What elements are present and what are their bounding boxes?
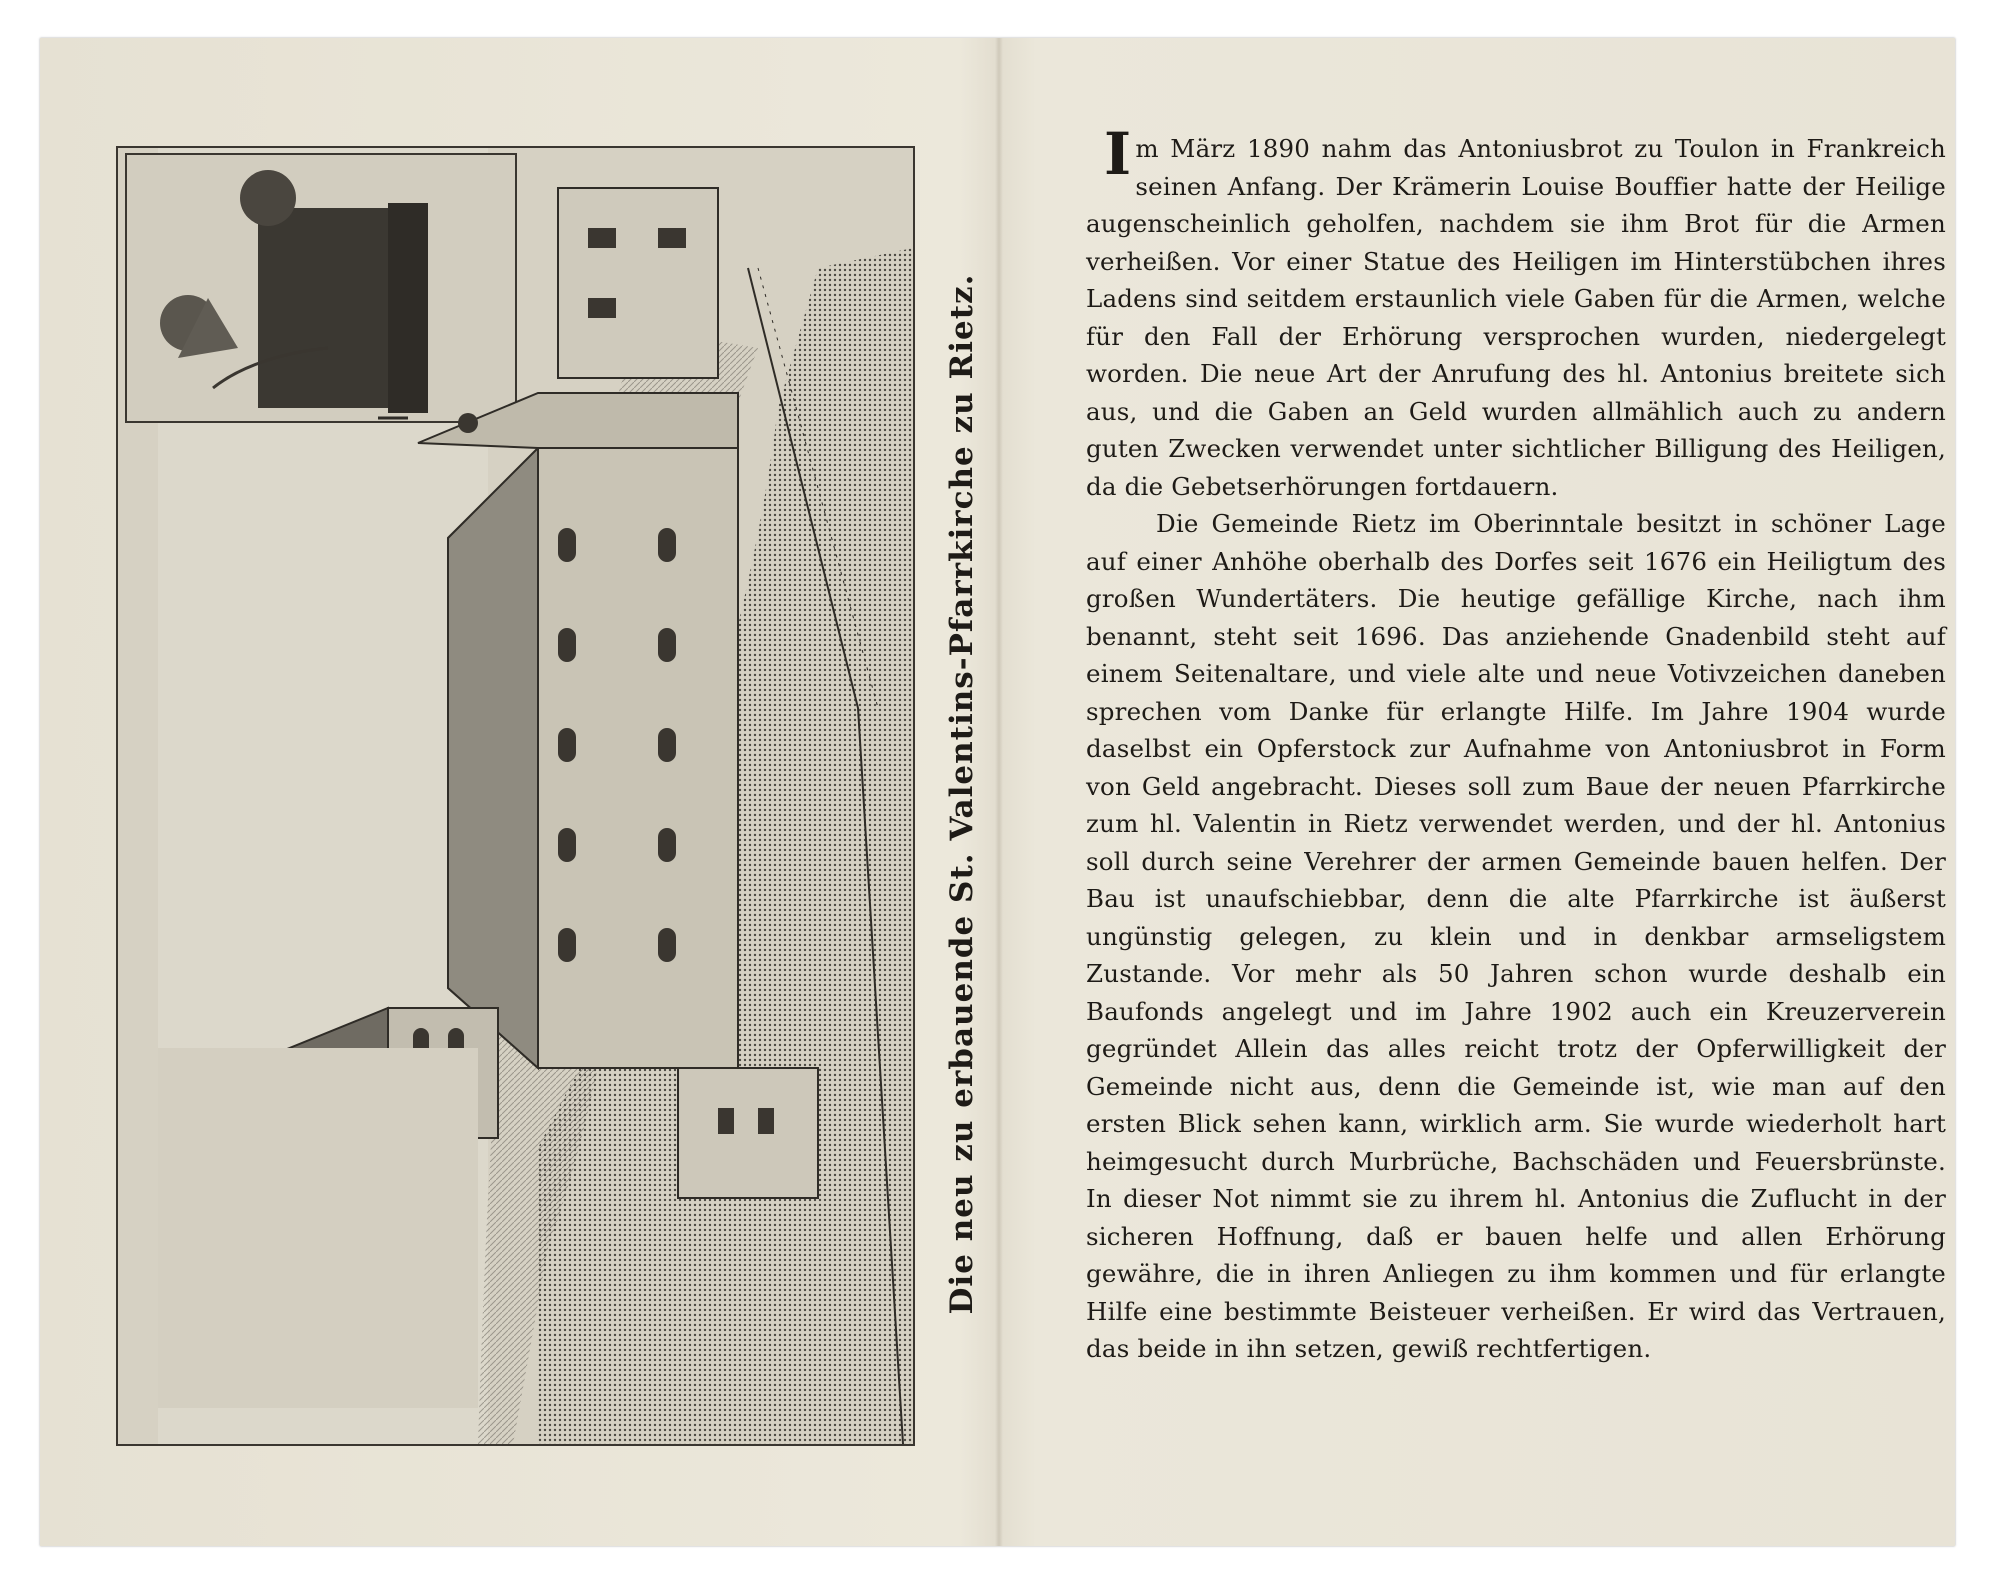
- church-engraving: [116, 146, 915, 1446]
- article-text: [1086, 120, 1946, 1368]
- caption-container: [942, 146, 982, 1442]
- saint-inset: [126, 154, 516, 422]
- drop-cap: I: [1104, 120, 1132, 188]
- church-illustration: [118, 148, 913, 1444]
- center-fold: [995, 38, 1003, 1546]
- paragraph-rietz: Die Gemeinde Rietz im Oberinntale besitzt in schöner Lage auf einer Anhöhe oberhalb des Dorfes seit 1676 ein Heiligtum des großen Wundertäters. Die heutige gefällige Kirche, nach ihm benannt, steht seit 1696. Das anziehende Gnadenbild steht auf einem Seitenaltare, und viele alte und neue Votivzeichen daneben sprechen vom Danke für erlangte Hilfe. Im Jahre 1904 wurde daselbst ein Opferstock zur Aufnahme von Antoniusbrot in Form von Geld angebracht. Dieses soll zum Baue der neuen Pfarrkirche zum hl. Valentin in Rietz verwendet werden, und der hl. Antonius soll durch seine Verehrer der armen Gemeinde bauen helfen. Der Bau ist unaufschiebbar, denn die alte Pfarrkirche ist äußerst ungünstig gelegen, zu klein und in denkbar armseligstem Zustande. Vor mehr als 50 Jahren schon wurde deshalb ein Baufonds angelegt und im Jahre 1902 auch ein Kreuzerverein gegründet Allein das alles reicht trotz der Opferwilligkeit der Gemeinde nicht aus, denn die Gemeinde ist, wie man auf den ersten Blick sehen kann, wirklich arm. Sie wurde wiederholt hart heimgesucht durch Murbrüche, Bachschäden und Feuersbrünste. In dieser Not nimmt sie zu ihrem hl. Antonius die Zuflucht in der sicheren Hoffnung, daß er bauen helfe und allen Erhörung gewähre, die in ihren Anliegen zu ihm kommen und für erlangte Hilfe eine bestimmte Beisteuer verheißen. Er wird das Vertrauen, das beide in ihn setzen, gewiß rechtfertigen.: [1086, 509, 1946, 1363]
- folded-leaflet: [40, 38, 1955, 1546]
- paragraph-1-text: m März 1890 nahm das Antoniusbrot zu Toulon in Frankreich seinen Anfang. Der Krämerin Louise Bouffier hatte der Heilige augenscheinlich geholfen, nachdem sie ihm Brot für die Armen verheißen. Vor einer Statue des Heiligen im Hinterstübchen ihres Ladens sind seitdem erstaunlich viele Gaben für die Armen, welche für den Fall der Erhörung versprochen wurden, niedergelegt worden. Die neue Art der Anrufung des hl. Antonius breitete sich aus, und die Gaben an Geld wurden allmählich auch zu andern guten Zwecken verwendet unter sichtlicher Billigung des Heiligen, da die Gebetserhörungen fortdauern.: [1086, 134, 1946, 501]
- picture-caption: Die neu zu erbauende St. Valentins-Pfarrkirche zu Rietz.: [944, 273, 980, 1315]
- paragraph-antoniusbrot: [1086, 120, 1946, 505]
